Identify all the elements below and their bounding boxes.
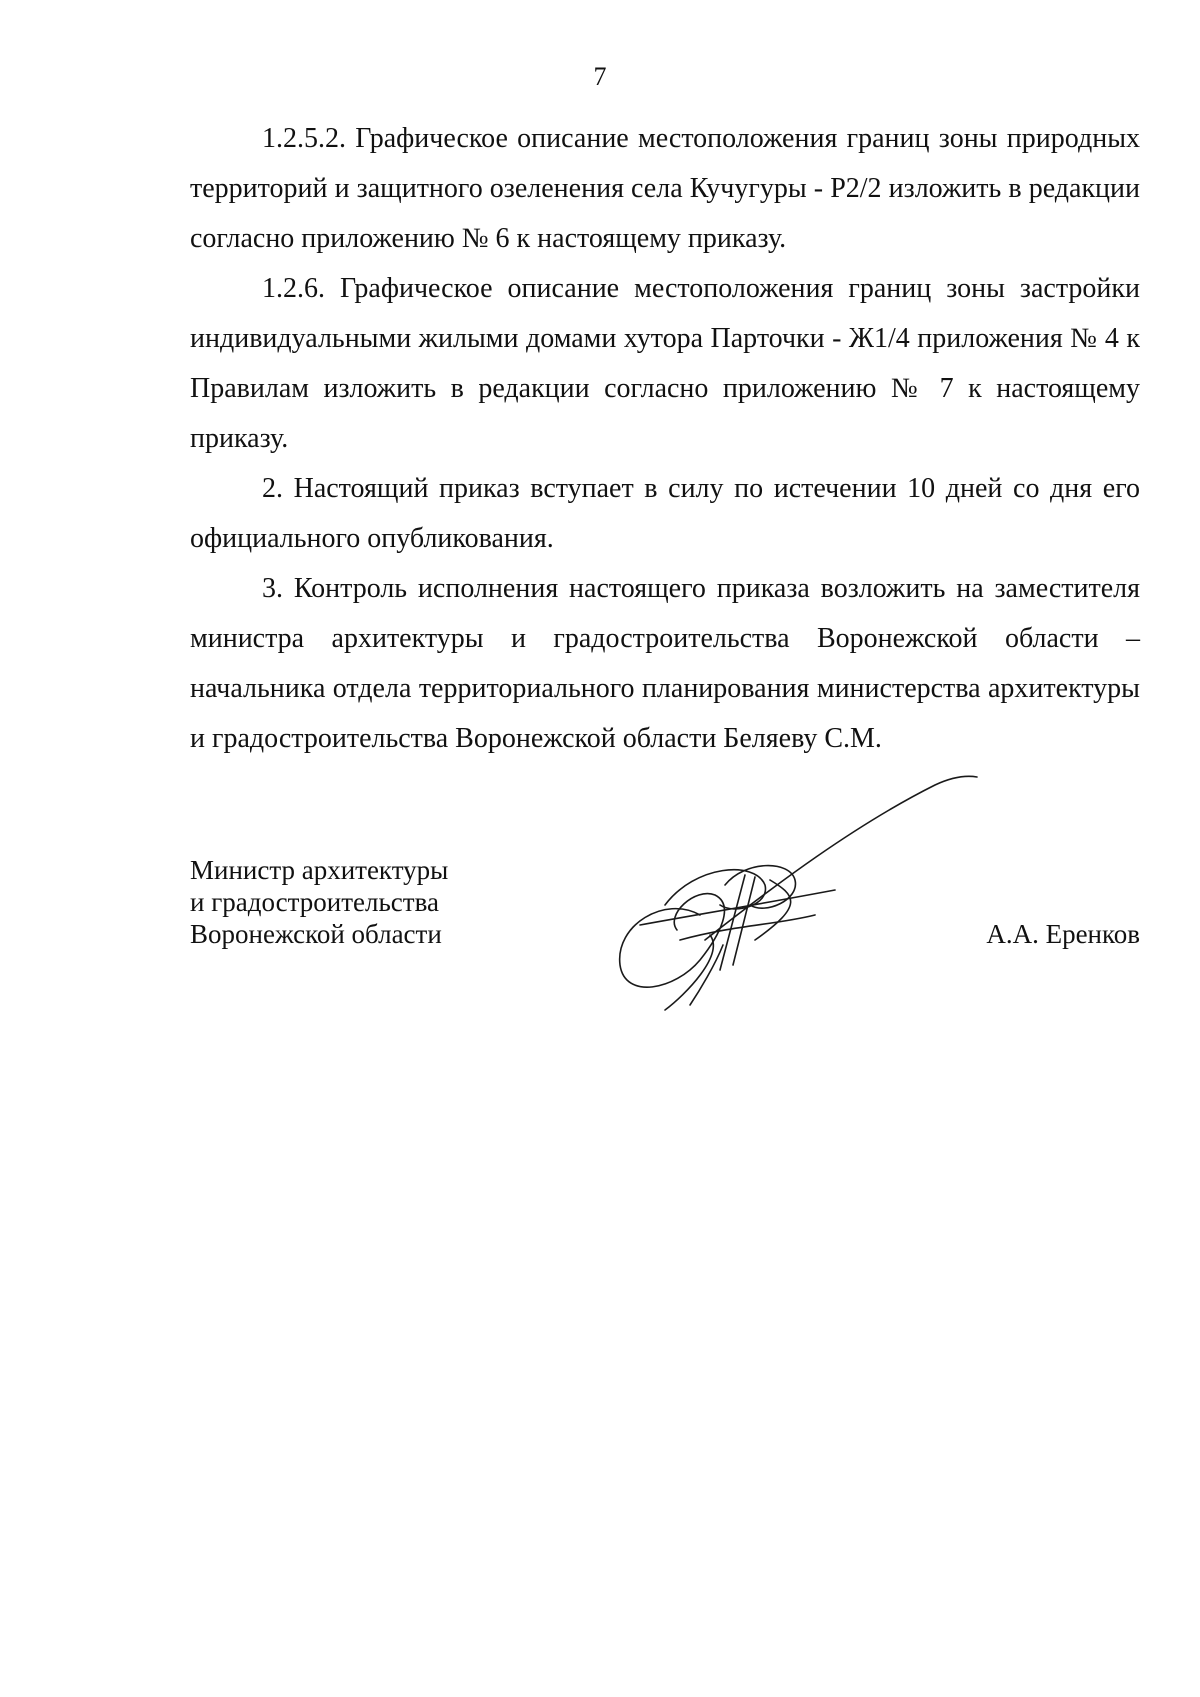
page-number: 7	[593, 62, 607, 91]
handwritten-signature	[605, 765, 1015, 1015]
paragraph-1-2-6: 1.2.6. Графическое описание местоположения границ зоны застройки индивидуальными жилыми домами хутора Парточки - Ж1/4 приложения № 4 к Правилам изложить в редакции согласно приложению № 7 к настоящему приказу.	[190, 273, 1140, 454]
signatory-title-line: Министр архитектуры	[190, 855, 449, 885]
signatory-name: А.А. Еренков	[986, 919, 1140, 949]
document-body	[190, 114, 1140, 764]
paragraph-2: 2. Настоящий приказ вступает в силу по истечении 10 дней со дня его официального опубликования.	[190, 473, 1140, 554]
signatory-title	[190, 854, 448, 950]
signatory-title-line: и градостроительства	[190, 887, 439, 917]
signatory-title-line: Воронежской области	[190, 919, 442, 949]
paragraph-3: 3. Контроль исполнения настоящего приказа возложить на заместителя министра архитектуры и градостроительства Воронежской области – начальника отдела территориального планирования министерства архитектуры и градостроительства Воронежской области Беляеву С.М.	[190, 573, 1140, 754]
paragraph-1-2-5-2: 1.2.5.2. Графическое описание местоположения границ зоны природных территорий и защитного озеленения села Кучугуры - Р2/2 изложить в редакции согласно приложению № 6 к настоящему приказу.	[190, 123, 1140, 254]
